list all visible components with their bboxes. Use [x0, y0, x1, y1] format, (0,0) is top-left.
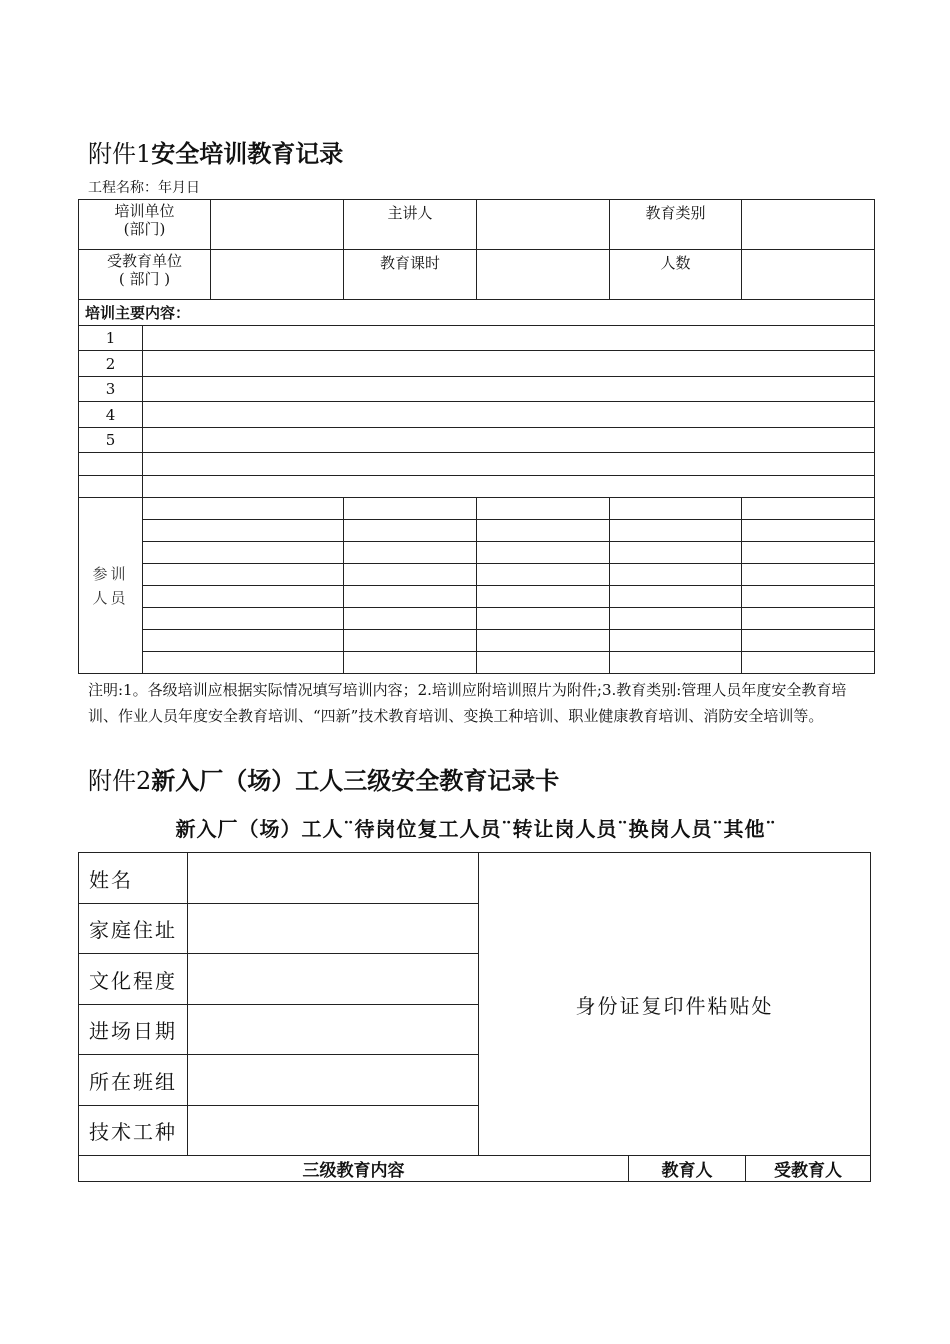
- participant-cell[interactable]: [143, 520, 344, 542]
- content-label: 培训主要内容：: [79, 300, 875, 326]
- field-entry-date-value[interactable]: [188, 1005, 479, 1055]
- field-address-value[interactable]: [188, 904, 479, 954]
- participant-cell[interactable]: [477, 586, 610, 608]
- content-number-4: 4: [79, 402, 143, 428]
- participant-cell[interactable]: [143, 542, 344, 564]
- content-line-1[interactable]: [143, 326, 875, 351]
- content-line-2[interactable]: [143, 351, 875, 377]
- field-trade-value[interactable]: [188, 1106, 479, 1156]
- participant-cell[interactable]: [610, 564, 742, 586]
- participant-cell[interactable]: [742, 630, 875, 652]
- content-line-3[interactable]: [143, 377, 875, 402]
- field-team-value[interactable]: [188, 1055, 479, 1106]
- educator-header: 教育人: [629, 1156, 746, 1182]
- recipient-unit-value[interactable]: [211, 250, 344, 300]
- recipient-unit-label: 受教育单位 ( 部门 ): [79, 250, 211, 300]
- participant-cell[interactable]: [344, 498, 477, 520]
- participant-cell[interactable]: [344, 542, 477, 564]
- form1-note: 注明:1。各级培训应根据实际情况填写培训内容；2.培训应附培训照片为附件;3.教育类别:管理人员年度安全教育培训、作业人员年度安全教育培训、“四新”技术教育培训、变换工种培训、职业健康教育培训、消防安全培训等。: [88, 681, 847, 725]
- field-education-label: 文化程度: [79, 954, 188, 1005]
- speaker-value[interactable]: [477, 200, 610, 250]
- participant-cell[interactable]: [143, 498, 344, 520]
- participant-cell[interactable]: [143, 586, 344, 608]
- category-label: 教育类别: [610, 200, 742, 250]
- form2-title-prefix: 附件2: [88, 767, 152, 795]
- training-unit-label: 培训单位 (部门): [79, 200, 211, 250]
- participant-cell[interactable]: [610, 586, 742, 608]
- participant-cell[interactable]: [477, 542, 610, 564]
- participant-cell[interactable]: [742, 586, 875, 608]
- training-record-table: [78, 199, 875, 674]
- educatee-header: 受教育人: [746, 1156, 871, 1182]
- hours-value[interactable]: [477, 250, 610, 300]
- participant-cell[interactable]: [742, 608, 875, 630]
- participant-cell[interactable]: [742, 542, 875, 564]
- count-label: 人数: [610, 250, 742, 300]
- form1-title-prefix: 附件1: [88, 140, 152, 168]
- field-trade-label: 技术工种: [79, 1106, 188, 1156]
- participant-cell[interactable]: [477, 630, 610, 652]
- participant-cell[interactable]: [742, 564, 875, 586]
- content-line-7[interactable]: [143, 476, 875, 498]
- participant-cell[interactable]: [344, 652, 477, 674]
- participant-cell[interactable]: [610, 542, 742, 564]
- form2-title: [88, 761, 559, 796]
- participant-cell[interactable]: [143, 564, 344, 586]
- participant-cell[interactable]: [610, 652, 742, 674]
- content-number-5: 5: [79, 428, 143, 453]
- content-line-4[interactable]: [143, 402, 875, 428]
- field-address-label: 家庭住址: [79, 904, 188, 954]
- participant-cell[interactable]: [742, 498, 875, 520]
- participant-cell[interactable]: [742, 520, 875, 542]
- content-number-blank: [79, 476, 143, 498]
- field-entry-date-label: 进场日期: [79, 1005, 188, 1055]
- participant-cell[interactable]: [344, 586, 477, 608]
- three-level-card-table: [78, 852, 871, 1182]
- id-copy-paste-label: 身份证复印件粘贴处: [575, 993, 774, 1018]
- participant-cell[interactable]: [742, 652, 875, 674]
- content-number-blank: [79, 453, 143, 476]
- worker-categories-line: 新入厂（场）工人¨待岗位复工人员¨转让岗人员¨换岗人员¨其他¨: [175, 817, 777, 841]
- participant-cell[interactable]: [143, 652, 344, 674]
- participant-cell[interactable]: [477, 564, 610, 586]
- hours-label: 教育课时: [344, 250, 477, 300]
- education-content-header: 三级教育内容: [79, 1156, 629, 1182]
- participant-cell[interactable]: [344, 630, 477, 652]
- participant-cell[interactable]: [610, 608, 742, 630]
- participant-cell[interactable]: [344, 520, 477, 542]
- participant-cell[interactable]: [143, 630, 344, 652]
- content-number-2: 2: [79, 351, 143, 377]
- field-name-label: 姓名: [79, 853, 188, 904]
- participant-cell[interactable]: [477, 652, 610, 674]
- field-education-value[interactable]: [188, 954, 479, 1005]
- participant-cell[interactable]: [477, 498, 610, 520]
- content-line-6[interactable]: [143, 453, 875, 476]
- form1-title-text: 安全培训教育记录: [151, 139, 344, 168]
- field-name-value[interactable]: [188, 853, 479, 904]
- content-number-1: 1: [79, 326, 143, 351]
- participant-cell[interactable]: [344, 608, 477, 630]
- id-copy-paste-area: [479, 853, 871, 1156]
- project-name-line: 工程名称：年月日: [88, 180, 200, 196]
- form2-title-text: 新入厂（场）工人三级安全教育记录卡: [151, 766, 560, 795]
- participant-cell[interactable]: [610, 520, 742, 542]
- content-number-3: 3: [79, 377, 143, 402]
- training-unit-value[interactable]: [211, 200, 344, 250]
- participants-label: 参训 人员: [79, 498, 143, 674]
- category-value[interactable]: [742, 200, 875, 250]
- content-line-5[interactable]: [143, 428, 875, 453]
- count-value[interactable]: [742, 250, 875, 300]
- participant-cell[interactable]: [610, 498, 742, 520]
- participant-cell[interactable]: [477, 520, 610, 542]
- field-team-label: 所在班组: [79, 1055, 188, 1106]
- participant-cell[interactable]: [143, 608, 344, 630]
- participant-cell[interactable]: [344, 564, 477, 586]
- participant-cell[interactable]: [610, 630, 742, 652]
- speaker-label: 主讲人: [344, 200, 477, 250]
- participant-cell[interactable]: [477, 608, 610, 630]
- form1-title: [88, 134, 343, 169]
